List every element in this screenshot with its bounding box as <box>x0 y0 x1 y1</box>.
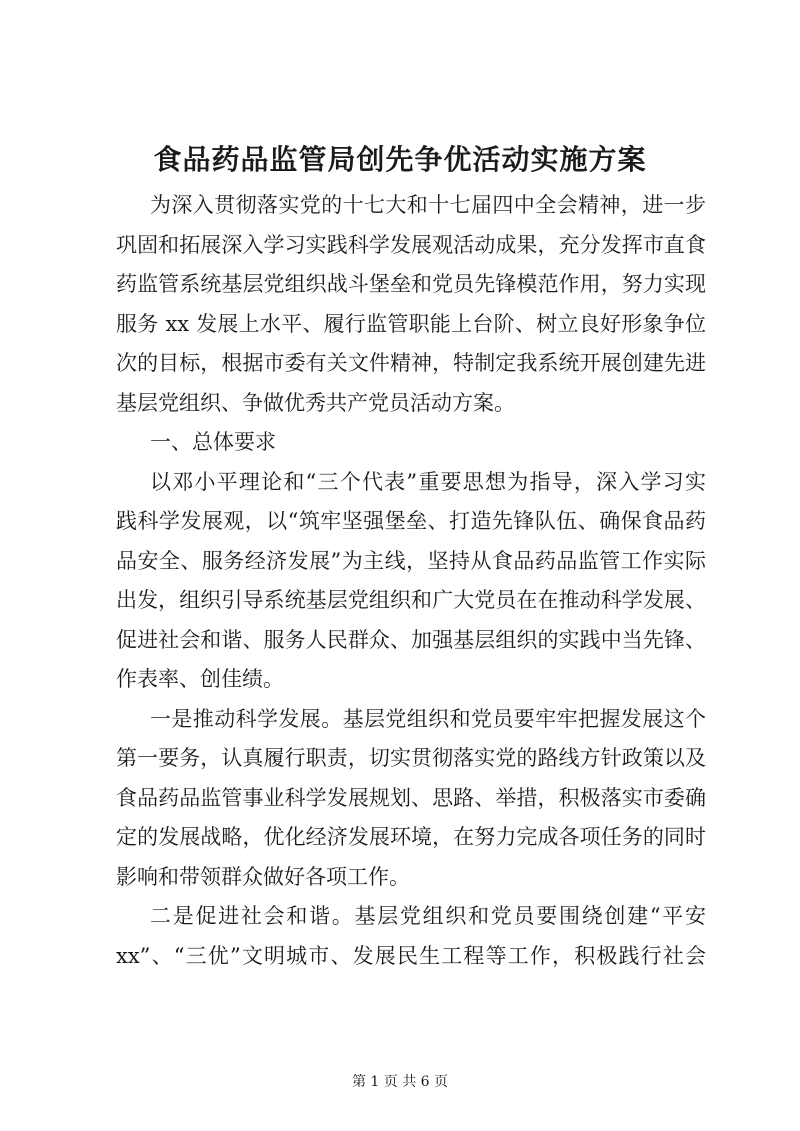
document-body <box>116 186 706 976</box>
paragraph-line: 促进社会和谐、服务人民群众、加强基层组织的实践中当先锋、 <box>116 627 706 652</box>
paragraph-line: 药监管系统基层党组织战斗堡垒和党员先锋模范作用，努力实现 <box>116 272 706 296</box>
paragraph-line: 定的发展战略，优化经济发展环境，在努力完成各项任务的同时 <box>116 825 706 849</box>
paragraph-line: 一是推动科学发展。基层党组织和党员要牢牢把握发展这个 <box>150 706 706 731</box>
paragraph-line: 巩固和拓展深入学习实践科学发展观活动成果，充分发挥市直食 <box>116 232 706 257</box>
page-footer: 第 1 页 共 6 页 <box>351 1074 449 1090</box>
paragraph-line: 食品药品监管事业科学发展规划、思路、举措，积极落实市委确 <box>116 785 706 810</box>
paragraph-line: xx”、“三优”文明城市、发展民生工程等工作，积极践行社会 <box>116 943 706 968</box>
paragraph-line: 基层党组织、争做优秀共产党员活动方案。 <box>116 390 515 415</box>
document-title: 食品药品监管局创先争优活动实施方案 <box>153 143 647 176</box>
paragraph-line: 以邓小平理论和“三个代表”重要思想为指导，深入学习实 <box>150 469 706 494</box>
paragraph-line: 出发，组织引导系统基层党组织和广大党员在在推动科学发展、 <box>116 588 706 612</box>
paragraph-line: 践科学发展观，以“筑牢坚强堡垒、打造先锋队伍、确保食品药 <box>116 509 706 533</box>
section-heading: 一、总体要求 <box>150 430 276 454</box>
paragraph-line: 次的目标，根据市委有关文件精神，特制定我系统开展创建先进 <box>116 351 706 375</box>
paragraph-line: 影响和带领群众做好各项工作。 <box>116 864 410 889</box>
paragraph-line: 第一要务，认真履行职责，切实贯彻落实党的路线方针政策以及 <box>116 746 706 770</box>
paragraph-line: 品安全、服务经济发展”为主线，坚持从食品药品监管工作实际 <box>116 548 706 573</box>
paragraph-line: 作表率、创佳绩。 <box>116 667 284 691</box>
paragraph-line: 为深入贯彻落实党的十七大和十七届四中全会精神，进一步 <box>150 193 706 217</box>
paragraph-line: 服务 xx 发展上水平、履行监管职能上台阶、树立良好形象争位 <box>116 311 706 336</box>
paragraph-line: 二是促进社会和谐。基层党组织和党员要围绕创建“平安 <box>150 904 706 928</box>
